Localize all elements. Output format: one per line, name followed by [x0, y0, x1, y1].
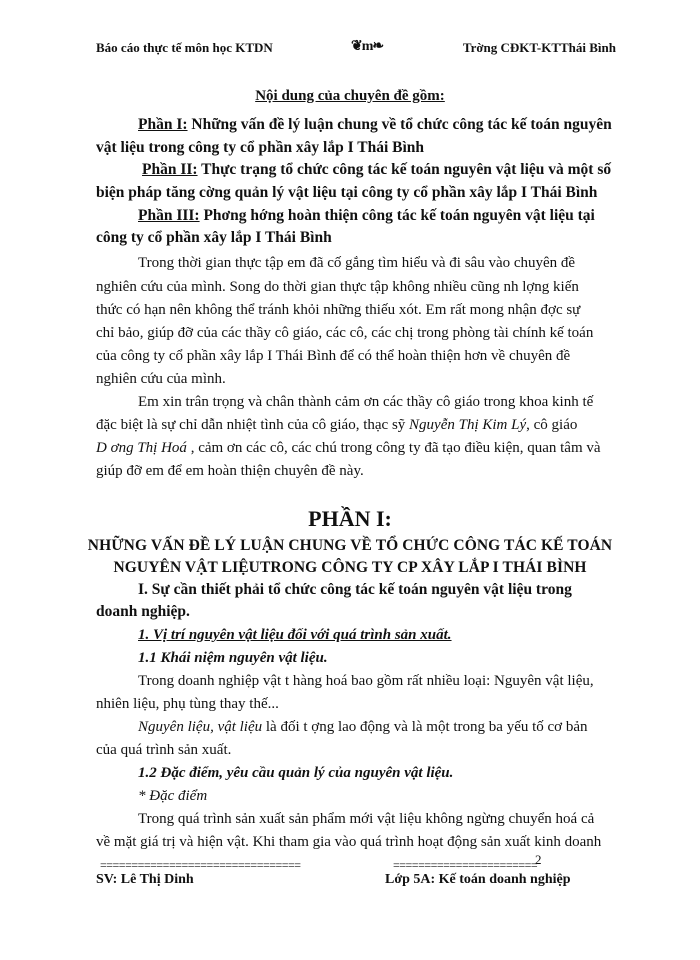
toc-title: Nội dung của chuyên đề gồm: — [255, 88, 445, 104]
feature-bullet: * Đặc điểm — [138, 788, 208, 804]
footer-rule-left: ================================ — [100, 858, 301, 872]
part1-heading: PHẦN I: — [308, 506, 392, 531]
footer-student: SV: Lê Thị Dinh — [96, 872, 194, 887]
intro-p2-text: , cảm ơn các cô, các chú trong công ty đã tạo điều kiện, quan tâm và — [186, 440, 601, 456]
toc-part3-line1 — [138, 207, 595, 225]
section-1-title-line1: I. Sự cần thiết phải tổ chức công tác kế toán nguyên vật liệu trong — [138, 581, 572, 598]
header-course: Báo cáo thực tế môn học KTDN — [96, 40, 273, 55]
subsection-1-1-title: 1.1 Khái niệm nguyên vật liệu. — [138, 650, 328, 666]
toc-part3-line2: công ty cổ phần xây lắp I Thái Bình — [96, 229, 332, 246]
para-b-line2: của quá trình sản xuất. — [96, 742, 232, 758]
intro-p1-line: thức có hạn nên không thể tránh khỏi những thiếu xót. Em rất mong nhận đợc sự — [96, 302, 581, 318]
intro-p1-line: nghiên cứu của mình. — [96, 371, 226, 387]
term-italic: Nguyên liệu, vật liệu — [138, 719, 263, 735]
intro-p1-line: Trong thời gian thực tập em đã cố gắng tìm hiểu và đi sâu vào chuyên đề — [138, 255, 576, 271]
footer-rule-right: ======================= — [393, 858, 538, 872]
para-c-line1: Trong quá trình sản xuất sản phẩm mới vật liệu không ngừng chuyển hoá cả — [138, 811, 595, 827]
intro-p2-line2 — [96, 417, 577, 434]
intro-p2-text: , cô giáo — [526, 417, 578, 433]
subsection-1-title: 1. Vị trí nguyên vật liệu đối với quá trình sản xuất. — [138, 627, 452, 643]
toc-part1-text: Những vấn đề lý luận chung về tổ chức công tác kế toán nguyên — [187, 116, 612, 133]
para-a-line2: nhiên liệu, phụ tùng thay thế... — [96, 696, 279, 712]
para-a-line1: Trong doanh nghiệp vật t hàng hoá bao gồm rất nhiều loại: Nguyên vật liệu, — [138, 673, 594, 689]
toc-part3-text: Phơng hớng hoàn thiện công tác kế toán nguyên vật liệu tại — [199, 207, 595, 224]
intro-p1-line: của công ty cổ phần xây lắp I Thái Bình để có thể hoàn thiện hơn về chuyên đề — [96, 348, 571, 364]
part1-subheading-line1: NHỮNG VẤN ĐỀ LÝ LUẬN CHUNG VỀ TỔ CHỨC CÔNG TÁC KẾ TOÁN — [87, 537, 613, 554]
toc-part2-line1 — [142, 161, 611, 179]
intro-p2-line4: giúp đỡ em để em hoàn thiện chuyên đề này. — [96, 463, 364, 479]
page-header — [96, 40, 616, 60]
supervisor-name: Nguyễn Thị Kim Lý — [409, 417, 527, 433]
toc-part1-line1 — [138, 116, 612, 134]
intro-p2-text: đặc biệt là sự chỉ dẫn nhiệt tình của cô giáo, thạc sỹ — [96, 417, 410, 433]
intro-p1-line: chỉ bảo, giúp đỡ của các thầy cô giáo, các cô, các chị trong phòng tài chính kế toán — [96, 325, 594, 341]
header-ornament-icon: ❦m❧ — [351, 39, 384, 54]
toc-part1-line2: vật liệu trong công ty cổ phần xây lắp I Thái Bình — [96, 139, 425, 156]
toc-part3-label: Phần III: — [138, 207, 200, 224]
para-b-line1 — [138, 719, 588, 736]
toc-part2-label: Phần II: — [142, 161, 198, 178]
para-c-line2: về mặt giá trị và hiện vật. Khi tham gia vào quá trình hoạt động sản xuất kinh doanh — [96, 834, 602, 850]
subsection-1-2-title: 1.2 Đặc điểm, yêu cầu quản lý của nguyên vật liệu. — [138, 765, 454, 781]
toc-part2-text: Thực trạng tổ chức công tác kế toán nguyên vật liệu và một số — [197, 161, 612, 178]
footer-class: Lớp 5A: Kế toán doanh nghiệp — [385, 872, 571, 887]
intro-p2-line3 — [96, 440, 601, 457]
intro-p1-line: nghiên cứu của mình. Song do thời gian thực tập không nhiều cũng nh lợng kiến — [96, 279, 579, 295]
part1-subheading-line2: NGUYÊN VẬT LIỆUTRONG CÔNG TY CP XÂY LẮP I THÁI BÌNH — [113, 559, 587, 576]
page-number: 2 — [535, 852, 542, 867]
intro-p2-line1: Em xin trân trọng và chân thành cảm ơn các thầy cô giáo trong khoa kinh tế — [138, 394, 594, 410]
teacher-name: D ơng Thị Hoá — [96, 440, 187, 456]
section-1-title-line2: doanh nghiệp. — [96, 603, 190, 620]
header-school: Trờng CĐKT-KTThái Bình — [462, 40, 616, 55]
toc-part2-line2: biện pháp tăng cờng quản lý vật liệu tại công ty cổ phần xây lắp I Thái Bình — [96, 184, 598, 201]
toc-part1-label: Phần I: — [138, 116, 188, 133]
para-b-text: là đối t ợng lao động và là một trong ba yếu tố cơ bản — [262, 719, 588, 735]
